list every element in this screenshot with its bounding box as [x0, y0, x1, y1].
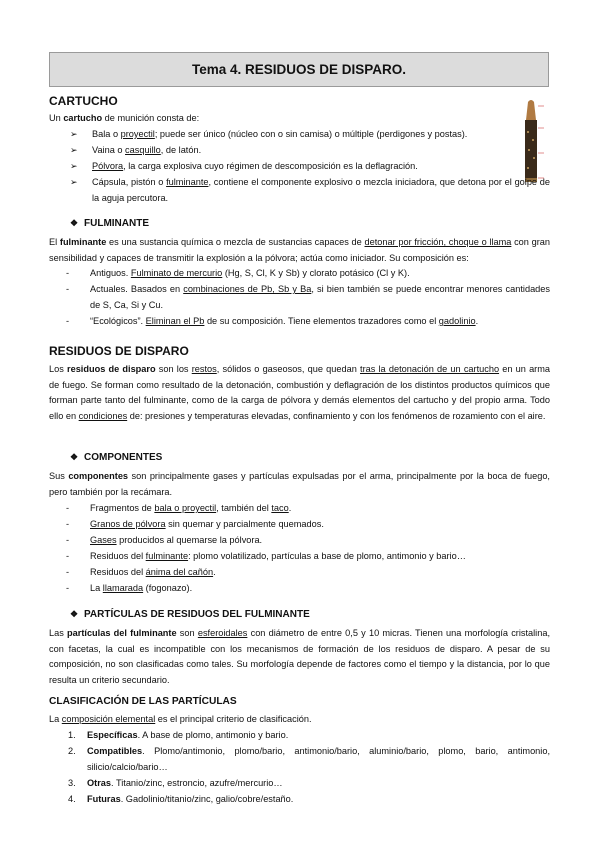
cartucho-item: ➢ Pólvora, la carga explosiva cuyo régimen de descomposición es la deflagración.: [70, 161, 418, 171]
cartucho-item: ➢ Bala o proyectil; puede ser único (núcleo con o sin camisa) o múltiple (perdigones y postas).: [70, 129, 468, 139]
clasificacion-item: 4. Futuras. Gadolinio/titanio/zinc, galio/cobre/estaño.: [68, 794, 294, 804]
fulminante-item: - “Ecológicos”. Eliminan el Pb de su composición. Tiene elementos trazadores como el gadolinio.: [66, 316, 479, 326]
cartucho-item: ➢ Cápsula, pistón o fulminante, contiene el componente explosivo o mezcla iniciadora, que detona por el golpe de la aguja percutora.: [70, 177, 550, 203]
page-title-text: Tema 4. RESIDUOS DE DISPARO.: [191, 62, 407, 77]
clasificacion-item: 2. Compatibles. Plomo/antimonio, plomo/bario, antimonio/bario, aluminio/bario, plomo, bario, antimonio, silicio/calcio/bario…: [68, 746, 550, 772]
componentes-item: - Granos de pólvora sin quemar y parcialmente quemados.: [66, 519, 324, 529]
fulminante-heading: ❖ FULMINANTE: [70, 218, 149, 229]
particulas-paragraph: Las partículas del fulminante son esferoidales con diámetro de entre 0,5 y 10 micras. Tienen una morfología cristalina, con facetas, la cual es incompatible con los mecanismos de formación de los residuos de disparo. A pesar de su composición, no son clasificadas como tales. Su morfología depende de factores como el tiempo y la distancia, por lo que resulta un criterio secundario.: [49, 628, 550, 685]
cartucho-item: ➢ Vaina o casquillo, de latón.: [70, 145, 202, 155]
componentes-item: - Residuos del ánima del cañón.: [66, 567, 216, 577]
componentes-heading: ❖ COMPONENTES: [70, 452, 163, 463]
cartucho-heading: CARTUCHO: [49, 94, 118, 108]
clasificacion-paragraph: La composición elemental es el principal criterio de clasificación.: [49, 714, 312, 724]
componentes-paragraph: Sus componentes son principalmente gases y partículas expulsadas por el arma, principalmente por la boca de fuego, pero también por la recámara.: [49, 471, 550, 497]
componentes-item: - Residuos del fulminante: plomo volatilizado, partículas a base de plomo, antimonio y bario…: [66, 551, 466, 561]
page-title: [49, 52, 549, 87]
diamond-icon: ❖: [70, 218, 79, 228]
clasificacion-item: 1. Específicas. A base de plomo, antimonio y bario.: [68, 730, 289, 740]
clasificacion-heading: CLASIFICACIÓN DE LAS PARTÍCULAS: [49, 696, 237, 707]
componentes-item: - Fragmentos de bala o proyectil, también del taco.: [66, 503, 292, 513]
clasificacion-item: 3. Otras. Titanio/zinc, estroncio, azufre/mercurio…: [68, 778, 283, 788]
componentes-item: - Gases producidos al quemarse la pólvora.: [66, 535, 263, 545]
residuos-paragraph: Los residuos de disparo son los restos, sólidos o gaseosos, que quedan tras la detonación de un cartucho en un arma de fuego. Se forman como resultado de la detonación, combustión y deflagración de los distintos productos químicos que forman parte tanto del fulminante, como de la carga de pólvora y demás elementos del cartucho y del propio arma. Todo ello en condiciones de: presiones y temperaturas elevadas, confinamiento y con los fenómenos de rozamiento con el aire.: [49, 364, 550, 421]
fulminante-paragraph: El fulminante es una sustancia química o mezcla de sustancias capaces de detonar por fricción, choque o llama con gran sensibilidad y capaces de transmitir la explosión a la pólvora; actúa como iniciador. Su composición es:: [49, 237, 551, 263]
diamond-icon: ❖: [70, 452, 79, 462]
particulas-heading: ❖ PARTÍCULAS DE RESIDUOS DEL FULMINANTE: [70, 609, 310, 620]
componentes-item: - La llamarada (fogonazo).: [66, 583, 193, 593]
fulminante-item: - Antiguos. Fulminato de mercurio (Hg, S, Cl, K y Sb) y clorato potásico (Cl y K).: [66, 268, 410, 278]
cartucho-intro: Un cartucho de munición consta de:: [49, 113, 200, 123]
diamond-icon: ❖: [70, 609, 79, 619]
fulminante-item: - Actuales. Basados en combinaciones de Pb, Sb y Ba, si bien también se puede encontrar menores cantidades de S, Ca, Si y Cu.: [66, 284, 550, 310]
residuos-heading: RESIDUOS DE DISPARO: [49, 344, 189, 358]
